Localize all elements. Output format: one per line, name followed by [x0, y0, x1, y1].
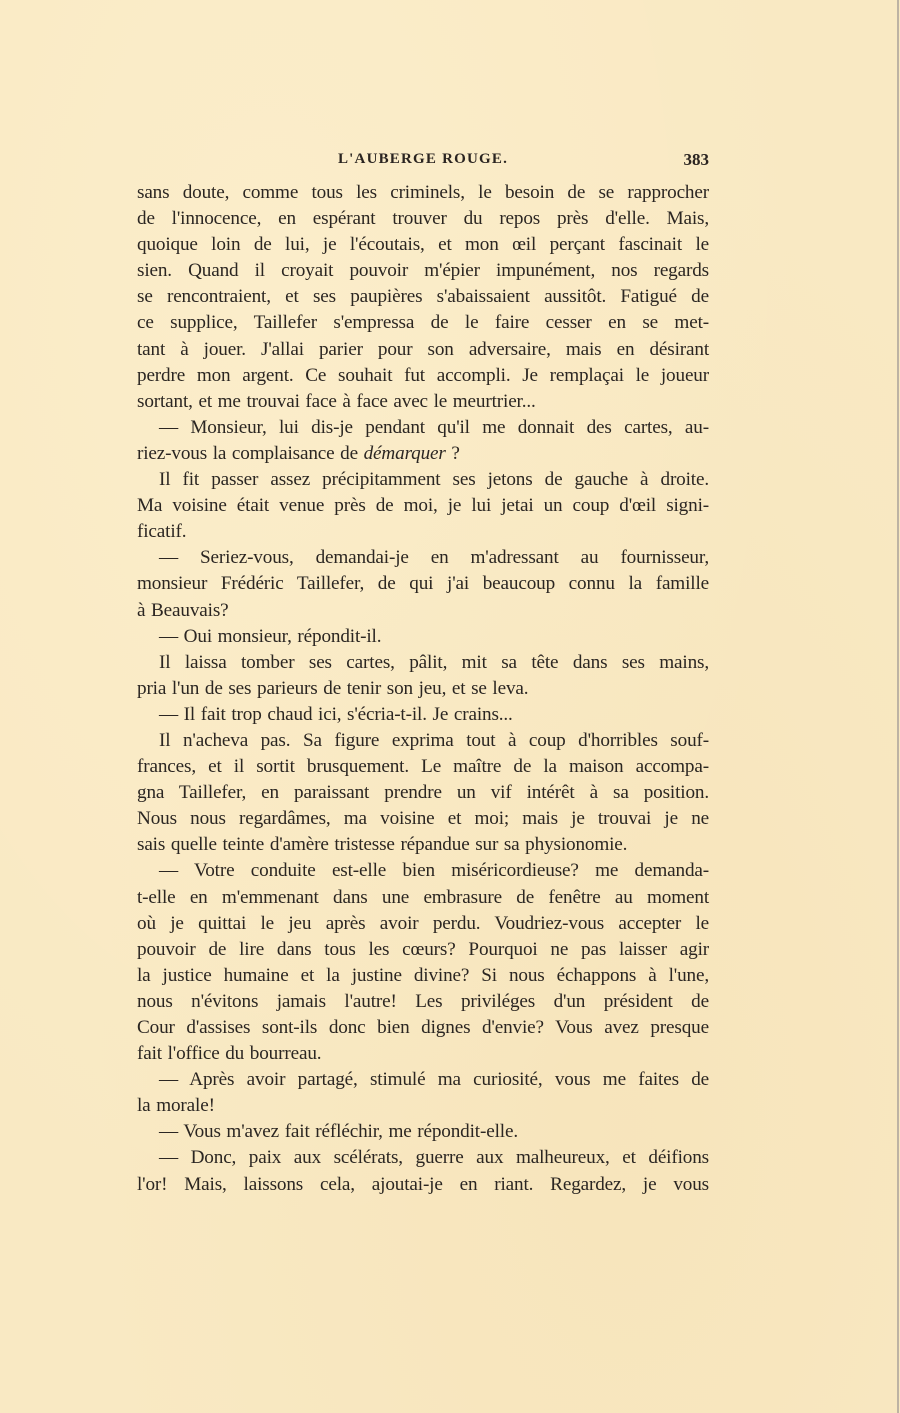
text-line: — Oui monsieur, répondit-il.: [159, 625, 382, 647]
text-line: Cour d'assises sont-ils donc bien dignes d'envie? Vous avez presque: [137, 1017, 709, 1038]
text-line: monsieur Frédéric Taillefer, de qui j'ai beaucoup connu la famille: [137, 573, 709, 595]
text-line: — Vous m'avez fait réfléchir, me répondit-elle.: [159, 1121, 518, 1143]
dialogue-paragraph: [137, 1145, 709, 1197]
text-line: Ma voisine était venue près de moi, je lui jetai un coup d'œil signi-: [137, 495, 709, 517]
text-line: sortant, et me trouvai face à face avec le meurtrier...: [137, 390, 536, 412]
paragraph: [137, 467, 709, 545]
paragraph: [137, 180, 709, 415]
running-head: [137, 149, 709, 173]
text-run: riez-vous la complaisance de: [137, 442, 364, 464]
text-line: se rencontraient, et ses paupières s'abaissaient aussitôt. Fatigué de: [137, 286, 709, 308]
text-line: — Après avoir partagé, stimulé ma curiosité, vous me faites de: [159, 1069, 709, 1091]
dialogue-paragraph: [137, 702, 709, 728]
text-line: — Votre conduite est-elle bien miséricordieuse? me demanda-: [159, 860, 709, 882]
text-line: fait l'office du bourreau.: [137, 1043, 322, 1065]
text-line: Il n'acheva pas. Sa figure exprima tout à coup d'horribles souf-: [159, 729, 709, 751]
dialogue-paragraph: [137, 1067, 709, 1119]
text-line: où je quittai le jeu après avoir perdu. Voudriez-vous accepter le: [137, 912, 709, 934]
paragraph: [137, 728, 709, 858]
dialogue-paragraph: [137, 545, 709, 623]
text-line: perdre mon argent. Ce souhait fut accompli. Je remplaçai le joueur: [137, 364, 709, 386]
text-line: quoique loin de lui, je l'écoutais, et mon œil perçant fascinait le: [137, 234, 709, 256]
text-line: frances, et il sortit brusquement. Le maître de la maison accompa-: [137, 756, 709, 778]
text-line: sien. Quand il croyait pouvoir m'épier impunément, nos regards: [137, 260, 709, 282]
text-line: la morale!: [137, 1095, 215, 1117]
text-line: l'or! Mais, laissons cela, ajoutai-je en riant. Regardez, je vous: [137, 1173, 709, 1195]
text-line: — Donc, paix aux scélérats, guerre aux malheureux, et déifions: [159, 1147, 709, 1169]
dialogue-paragraph: [137, 858, 709, 1067]
text-line: de l'innocence, en espérant trouver du repos près d'elle. Mais,: [137, 208, 709, 230]
italic-term: démarquer: [363, 442, 446, 464]
text-line: sans doute, comme tous les criminels, le besoin de se rapprocher: [137, 182, 709, 203]
text-line: gna Taillefer, en paraissant prendre un vif intérêt à sa position.: [137, 782, 709, 804]
text-run: ?: [445, 442, 460, 464]
text-line: Il laissa tomber ses cartes, pâlit, mit sa tête dans ses mains,: [159, 651, 709, 673]
text-line: Nous nous regardâmes, ma voisine et moi; mais je trouvai je ne: [137, 808, 709, 830]
running-title: L'AUBERGE ROUGE.: [337, 151, 509, 167]
text-line: la justice humaine et la justine divine? Si nous échappons à l'une,: [137, 964, 709, 986]
text-line: ficatif.: [137, 521, 187, 543]
text-line: [137, 441, 709, 467]
text-line: — Seriez-vous, demandai-je en m'adressant au fournisseur,: [159, 547, 709, 569]
text-line: t-elle en m'emmenant dans une embrasure de fenêtre au moment: [137, 886, 709, 908]
text-line: à Beauvais?: [137, 599, 229, 621]
text-line: — Il fait trop chaud ici, s'écria-t-il. Je crains...: [159, 703, 513, 725]
text-line: pria l'un de ses parieurs de tenir son jeu, et se leva.: [137, 677, 529, 699]
dialogue-paragraph: [137, 624, 709, 650]
text-line: ce supplice, Taillefer s'empressa de le faire cesser en se met-: [137, 312, 709, 334]
dialogue-paragraph: [137, 1119, 709, 1145]
text-line: tant à jouer. J'allai parier pour son adversaire, mais en désirant: [137, 338, 709, 360]
dialogue-paragraph: [137, 415, 709, 467]
text-line: sais quelle teinte d'amère tristesse répandue sur sa physionomie.: [137, 834, 628, 856]
page-number: 383: [683, 150, 709, 169]
body-text: [137, 180, 709, 1198]
text-line: Il fit passer assez précipitamment ses jetons de gauche à droite.: [159, 469, 709, 491]
text-line: nous n'évitons jamais l'autre! Les priviléges d'un président de: [137, 990, 709, 1012]
paragraph: [137, 650, 709, 702]
text-line: — Monsieur, lui dis-je pendant qu'il me donnait des cartes, au-: [159, 416, 709, 438]
text-line: pouvoir de lire dans tous les cœurs? Pourquoi ne pas laisser agir: [137, 938, 709, 960]
